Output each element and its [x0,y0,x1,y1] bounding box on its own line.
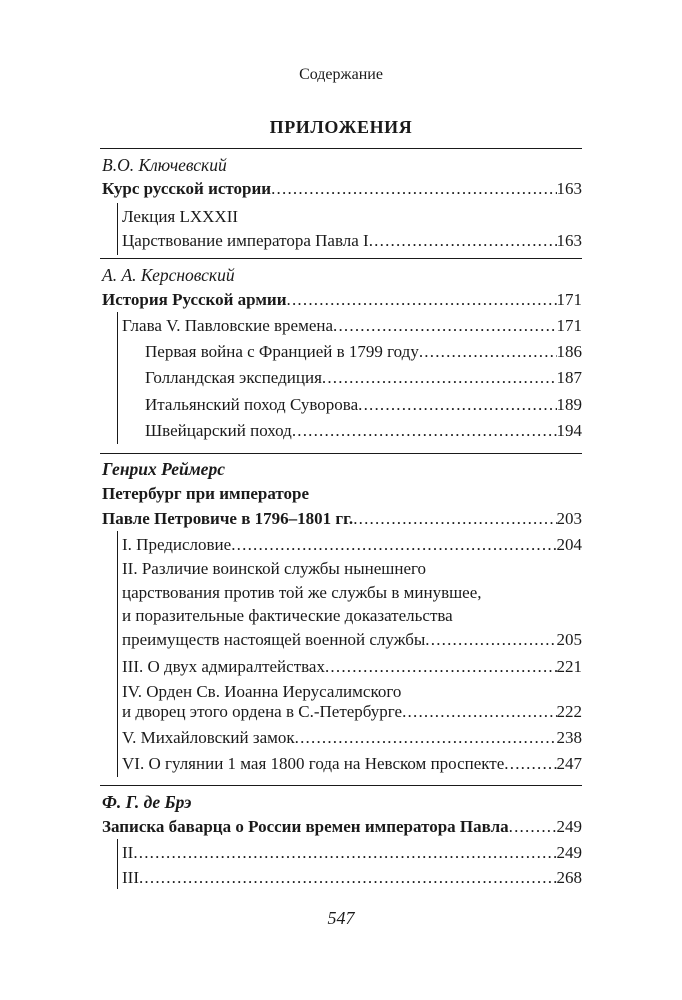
entry-title: Швейцарский поход [145,421,292,440]
entry-title: Записка баварца о России времен императора Павла [102,817,509,836]
toc-entry-work[interactable] [102,815,582,839]
toc-entry[interactable] [122,726,582,750]
section-title: ПРИЛОЖЕНИЯ [269,117,413,137]
entry-page: 247 [556,754,582,773]
toc-entry[interactable] [122,866,582,890]
entry-page: 171 [556,316,582,335]
leader-dots [325,655,557,679]
entry-line: IV. Орден Св. Иоанна Иерусалимского [122,682,402,701]
section-divider [100,453,582,454]
entry-page: 238 [556,728,582,747]
entry-page: 204 [556,535,582,554]
entry-title: III [122,868,139,887]
section-divider [100,148,582,149]
author-reimers: Генрих Реймерс [102,459,225,479]
entry-page: 187 [556,368,582,387]
running-head: Содержание [299,66,383,83]
leader-dots [287,288,557,312]
entry-page: 163 [556,179,582,198]
leader-dots [353,507,556,531]
entry-title: Павле Петровиче в 1796–1801 гг. [102,509,354,528]
entry-line: и поразительные фактические доказательства [122,606,453,625]
section-divider [100,258,582,259]
toc-entry[interactable] [122,655,582,679]
entry-page: 205 [556,630,582,649]
entry-title: I. Предисловие [122,535,232,554]
entry-title: История Русской армии [102,290,287,309]
entry-page: 249 [556,817,582,836]
leader-dots [292,419,557,443]
leader-dots [358,393,556,417]
author-kersnovsky: А. А. Керсновский [102,265,235,285]
entry-title: Первая война с Францией в 1799 году [145,342,419,361]
section-divider [100,785,582,786]
entry-line: Петербург при императоре [102,484,310,503]
leader-dots [402,700,556,724]
entry-line: царствования против той же службы в минувшее, [122,583,482,602]
leader-dots [133,841,556,865]
entry-title: Царствование императора Павла I [122,231,369,250]
entry-page: 221 [556,657,582,676]
entry-page: 194 [556,421,582,440]
entry-page: 222 [556,702,582,721]
entry-title: и дворец этого ордена в С.-Петербурге [122,702,403,721]
indent-line [117,312,118,444]
leader-dots [139,866,557,890]
indent-line [117,203,118,255]
toc-entry[interactable] [145,393,582,417]
entry-title: VI. О гулянии 1 мая 1800 года на Невском проспекте [122,754,505,773]
author-klyuchevsky: В.О. Ключевский [102,155,227,175]
entry-page: 268 [556,868,582,887]
page-number: 547 [327,908,355,928]
entry-page: 171 [556,290,582,309]
toc-entry[interactable] [122,229,582,253]
leader-dots [419,340,557,364]
leader-dots [425,628,556,652]
author-de-bray: Ф. Г. де Брэ [102,792,192,812]
entry-line: Лекция LXXXII [122,207,239,226]
toc-entry[interactable] [122,841,582,865]
leader-dots [509,815,557,839]
entry-title: преимуществ настоящей военной службы [122,630,426,649]
entry-title: V. Михайловский замок [122,728,295,747]
leader-dots [231,533,556,557]
entry-page: 203 [556,509,582,528]
toc-entry[interactable] [122,752,582,776]
entry-title: Голландская экспедиция [145,368,322,387]
leader-dots [504,752,556,776]
entry-title: Итальянский поход Суворова [145,395,359,414]
toc-entry[interactable] [122,533,582,557]
leader-dots [369,229,557,253]
leader-dots [333,314,556,338]
entry-line: II. Различие воинской службы нынешнего [122,559,427,578]
entry-page: 163 [556,231,582,250]
indent-line [117,839,118,889]
toc-entry[interactable] [122,628,582,652]
entry-title: Курс русской истории [102,179,272,198]
toc-entry[interactable] [145,419,582,443]
leader-dots [322,366,557,390]
indent-line [117,531,118,777]
toc-entry-work[interactable] [102,177,582,201]
toc-entry-work[interactable] [102,288,582,312]
toc-entry[interactable] [122,314,582,338]
leader-dots [271,177,556,201]
toc-entry-work[interactable] [102,507,582,531]
entry-page: 189 [556,395,582,414]
toc-entry[interactable] [122,700,582,724]
toc-entry[interactable] [145,340,582,364]
entry-page: 249 [556,843,582,862]
entry-title: III. О двух адмиралтействах [122,657,325,676]
leader-dots [295,726,557,750]
entry-page: 186 [556,342,582,361]
entry-title: Глава V. Павловские времена [122,316,334,335]
entry-title: II [122,843,134,862]
toc-entry[interactable] [145,366,582,390]
